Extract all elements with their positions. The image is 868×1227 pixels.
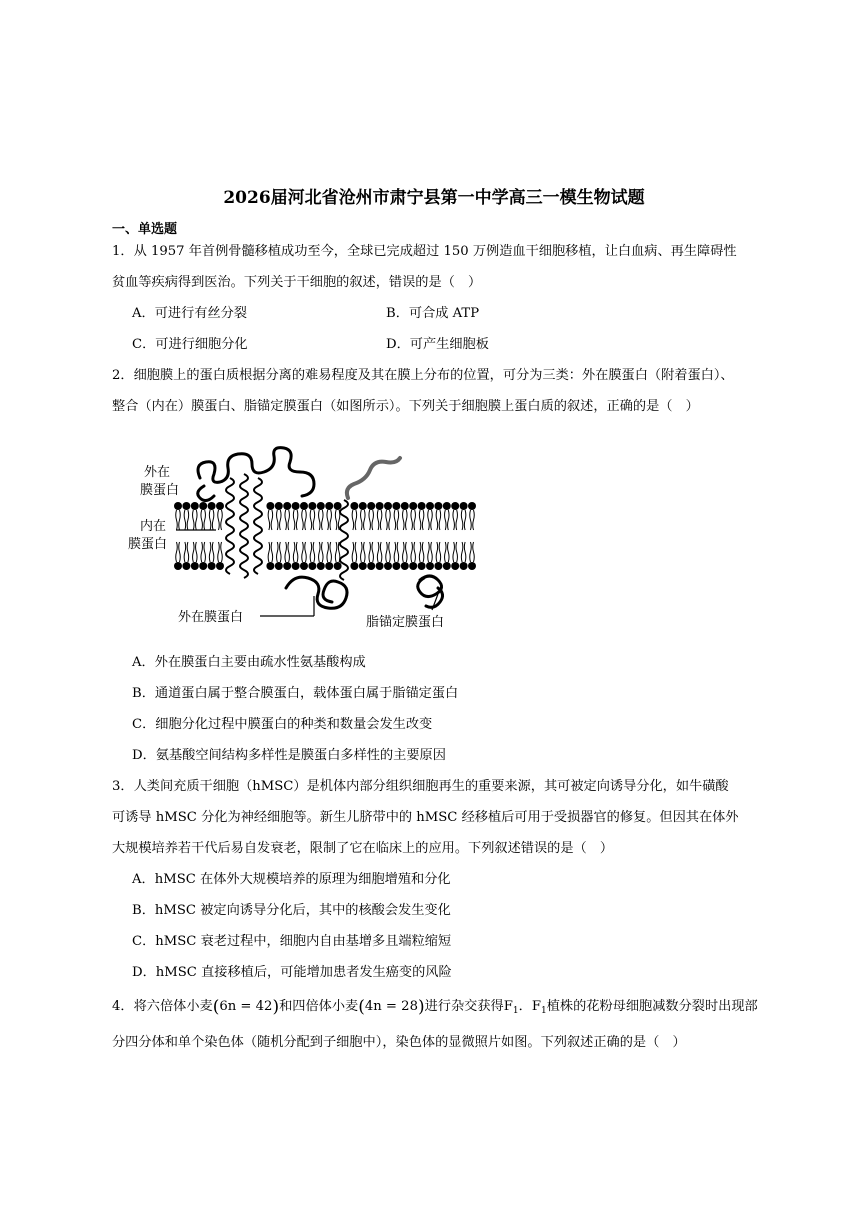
q1-line-2: 贫血等疾病得到医治。下列关于干细胞的叙述，错误的是（ ） bbox=[112, 275, 482, 290]
page-title: 2026届河北省沧州市肃宁县第一中学高三一模生物试题 bbox=[223, 188, 645, 208]
phospholipid-lower bbox=[317, 542, 325, 570]
phospholipid-upper bbox=[418, 502, 426, 530]
phospholipid-lower bbox=[384, 542, 392, 570]
phospholipid-lower bbox=[418, 542, 426, 570]
q4-f1-sub-again: 1 bbox=[540, 1006, 547, 1016]
q3-line-1: 3．人类间充质干细胞（hMSC）是机体内部分组织细胞再生的重要来源，其可被定向诱导分化，如牛磺酸 bbox=[112, 779, 729, 794]
label-outer-top-2: 膜蛋白 bbox=[140, 483, 180, 498]
q1-option-a: A．可进行有丝分裂 bbox=[132, 306, 248, 321]
phospholipid-lower bbox=[308, 542, 316, 570]
q4-dot: ． bbox=[518, 999, 532, 1014]
q3-option-d: D．hMSC 直接移植后，可能增加患者发生癌变的风险 bbox=[132, 965, 452, 980]
phospholipid-upper bbox=[199, 502, 207, 530]
phospholipid-lower bbox=[266, 542, 274, 570]
label-inner-1: 内在 bbox=[140, 519, 167, 534]
membrane-protein-diagram bbox=[120, 438, 490, 638]
phospholipid-lower bbox=[367, 542, 375, 570]
phospholipid-upper bbox=[300, 502, 308, 530]
label-outer-bottom: 外在膜蛋白 bbox=[178, 610, 244, 625]
phospholipid-upper bbox=[174, 502, 182, 530]
phospholipid-upper bbox=[460, 502, 468, 530]
phospholipid-lower bbox=[208, 542, 216, 570]
phospholipid-lower bbox=[216, 542, 224, 570]
q3-option-c: C．hMSC 衰老过程中，细胞内自由基增多且端粒缩短 bbox=[132, 934, 452, 949]
phospholipid-lower bbox=[401, 542, 409, 570]
q4-math-hexaploid: 6n = 42 bbox=[219, 999, 273, 1014]
q4-f1: F bbox=[503, 999, 513, 1014]
phospholipid-lower bbox=[468, 542, 476, 570]
phospholipid-upper bbox=[350, 502, 358, 530]
phospholipid-lower bbox=[392, 542, 400, 570]
phospholipid-upper bbox=[401, 502, 409, 530]
phospholipid-upper bbox=[443, 502, 451, 530]
q4-suffix-2: 植株的花粉母细胞减数分裂时出现部 bbox=[546, 999, 758, 1014]
phospholipid-lower bbox=[443, 542, 451, 570]
phospholipid-lower bbox=[350, 542, 358, 570]
phospholipid-upper bbox=[376, 502, 384, 530]
phospholipid-upper bbox=[392, 502, 400, 530]
q2-option-a: A．外在膜蛋白主要由疏水性氨基酸构成 bbox=[132, 655, 366, 670]
phospholipid-lower bbox=[325, 542, 333, 570]
phospholipid-lower bbox=[275, 542, 283, 570]
q4-suffix-1: 进行杂交获得 bbox=[424, 999, 504, 1014]
q2-option-c: C．细胞分化过程中膜蛋白的种类和数量会发生改变 bbox=[132, 717, 433, 732]
phospholipid-lower bbox=[182, 542, 190, 570]
phospholipid-upper bbox=[367, 502, 375, 530]
phospholipid-upper bbox=[468, 502, 476, 530]
phospholipid-upper bbox=[384, 502, 392, 530]
lipid-anchor-upper-chain bbox=[347, 458, 400, 498]
label-inner-2: 膜蛋白 bbox=[128, 537, 168, 552]
phospholipid-lower bbox=[283, 542, 291, 570]
phospholipid-upper bbox=[325, 502, 333, 530]
lipid-anchored-protein-bottom bbox=[418, 576, 443, 607]
q4-mid: 和四倍体小麦 bbox=[279, 999, 359, 1014]
leader-lines bbox=[176, 530, 438, 616]
q2-option-d: D．氨基酸空间结构多样性是膜蛋白多样性的主要原因 bbox=[132, 748, 446, 763]
q4-math-tetraploid: 4n = 28 bbox=[364, 999, 418, 1014]
phospholipid-upper bbox=[191, 502, 199, 530]
phospholipid-lower bbox=[292, 542, 300, 570]
phospholipid-lower bbox=[199, 542, 207, 570]
phospholipid-upper bbox=[426, 502, 434, 530]
phospholipid-lower bbox=[300, 542, 308, 570]
q2-line-1: 2．细胞膜上的蛋白质根据分离的难易程度及其在膜上分布的位置，可分为三类：外在膜蛋白（附着蛋白）、 bbox=[112, 368, 734, 383]
q1-option-c: C．可进行细胞分化 bbox=[132, 337, 248, 352]
phospholipid-upper bbox=[308, 502, 316, 530]
q4-f1-sub: 1 bbox=[512, 1006, 519, 1016]
peripheral-protein-bottom bbox=[286, 577, 347, 608]
label-outer-top-1: 外在 bbox=[144, 465, 171, 480]
phospholipid-upper bbox=[266, 502, 274, 530]
phospholipid-upper bbox=[451, 502, 459, 530]
q1-line-1: 1．从 1957 年首例骨髓移植成功至今，全球已完成超过 150 万例造血干细胞移植，让白血病、再生障碍性 bbox=[112, 244, 737, 259]
q4-prefix: 4．将六倍体小麦 bbox=[112, 999, 213, 1014]
q4-line-1: 4．将六倍体小麦(6n = 42)和四倍体小麦(4n = 28)进行杂交获得$F_1$．$F_1$植株的花粉母细胞减数分裂时出现部 bbox=[112, 997, 758, 1017]
q3-line-3: 大规模培养若干代后易自发衰老，限制了它在临床上的应用。下列叙述错误的是（ ） bbox=[112, 841, 614, 856]
phospholipid-upper bbox=[182, 502, 190, 530]
section-heading: 一、单选题 bbox=[112, 222, 178, 237]
phospholipid-upper bbox=[434, 502, 442, 530]
q4-f1-again: F bbox=[531, 999, 541, 1014]
phospholipid-lower bbox=[451, 542, 459, 570]
phospholipid-lower bbox=[409, 542, 417, 570]
phospholipid-lower bbox=[359, 542, 367, 570]
q2-option-b: B．通道蛋白属于整合膜蛋白，载体蛋白属于脂锚定蛋白 bbox=[132, 686, 459, 701]
phospholipid-upper bbox=[359, 502, 367, 530]
label-lipid-anchored: 脂锚定膜蛋白 bbox=[366, 615, 445, 630]
phospholipid-lower bbox=[426, 542, 434, 570]
phospholipid-upper bbox=[208, 502, 216, 530]
q3-option-a: A．hMSC 在体外大规模培养的原理为细胞增殖和分化 bbox=[132, 872, 451, 887]
phospholipid-upper bbox=[317, 502, 325, 530]
phospholipid-lower bbox=[191, 542, 199, 570]
phospholipid-upper bbox=[409, 502, 417, 530]
phospholipid-lower bbox=[434, 542, 442, 570]
q4-line-2: 分四分体和单个染色体（随机分配到子细胞中），染色体的显微照片如图。下列叙述正确的是（ ） bbox=[112, 1035, 686, 1050]
phospholipid-lower bbox=[460, 542, 468, 570]
q1-option-d: D．可产生细胞板 bbox=[386, 337, 489, 352]
phospholipid-upper bbox=[275, 502, 283, 530]
lipid-bilayer bbox=[174, 502, 476, 570]
q1-option-b: B．可合成 ATP bbox=[386, 306, 480, 321]
phospholipid-lower bbox=[174, 542, 182, 570]
phospholipid-upper bbox=[216, 502, 224, 530]
phospholipid-upper bbox=[292, 502, 300, 530]
q2-line-2: 整合（内在）膜蛋白、脂锚定膜蛋白（如图所示）。下列关于细胞膜上蛋白质的叙述，正确的是（ ） bbox=[112, 399, 699, 414]
q3-option-b: B．hMSC 被定向诱导分化后，其中的核酸会发生变化 bbox=[132, 903, 451, 918]
phospholipid-upper bbox=[283, 502, 291, 530]
phospholipid-lower bbox=[376, 542, 384, 570]
q3-line-2: 可诱导 hMSC 分化为神经细胞等。新生儿脐带中的 hMSC 经移植后可用于受损器官的修复。但因其在体外 bbox=[112, 810, 739, 825]
